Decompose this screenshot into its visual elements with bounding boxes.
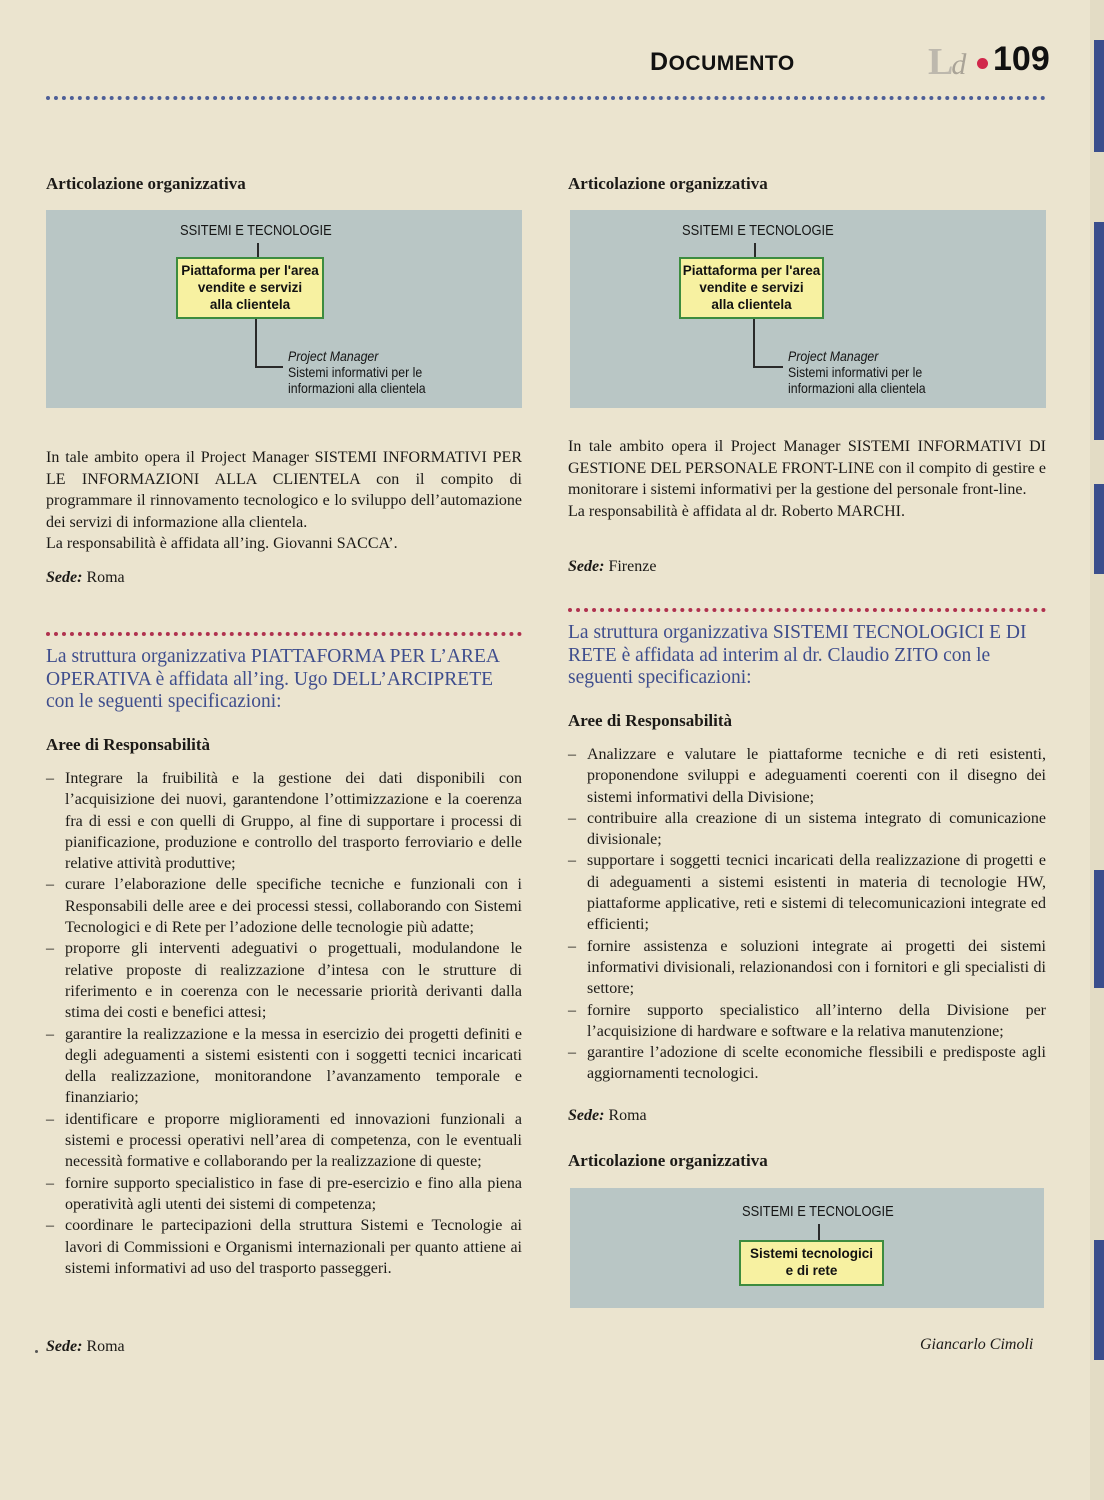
author-signature: Giancarlo Cimoli bbox=[920, 1336, 1034, 1353]
list-item: – supportare i soggetti tecnici incaricati della realizzazione di progetti e di adeguamenti a sistemi esistenti in materia di tecnologie HW, piattaforme applicative, reti e sistemi di telecomunicazioni integrate ed efficienti; bbox=[568, 850, 1046, 935]
org-chart-connector bbox=[754, 243, 756, 257]
responsibility-list bbox=[568, 744, 1046, 1085]
responsibility-list bbox=[46, 768, 522, 1279]
structure-intro: La struttura organizzativa SISTEMI TECNOLOGICI E DI RETE è affidata ad interim al dr. Claudio ZITO con le seguenti specificazioni: bbox=[568, 622, 1027, 688]
section-divider bbox=[568, 608, 1046, 612]
org-chart-root: SSITEMI E TECNOLOGIE bbox=[682, 222, 834, 239]
org-chart-unit-box: Piattaforma per l'area vendite e servizi alla clientela bbox=[679, 257, 824, 319]
areas-heading: Aree di Responsabilità bbox=[46, 735, 211, 754]
org-chart-connector bbox=[818, 1224, 820, 1240]
org-chart-connector bbox=[255, 366, 283, 368]
seat-line: Sede: Roma bbox=[568, 1107, 647, 1124]
org-chart-connector bbox=[753, 366, 783, 368]
org-chart bbox=[570, 1188, 1044, 1308]
list-item: – fornire assistenza e soluzioni integrate ai progetti dei sistemi informativi divisionali, relazionandosi con i fornitori e gli specialisti di settore; bbox=[568, 936, 1046, 1000]
page-header bbox=[0, 40, 1104, 110]
org-heading: Articolazione organizzativa bbox=[568, 174, 768, 193]
list-item: – contribuire alla creazione di un sistema integrato di comunicazione divisionale; bbox=[568, 808, 1046, 851]
areas-heading: Aree di Responsabilità bbox=[568, 711, 733, 730]
list-item: – Analizzare e valutare le piattaforme tecniche e di reti esistenti, proponendone sviluppi e adeguamenti coerenti con il disegno dei sistemi informativi della Divisione; bbox=[568, 744, 1046, 808]
ink-dot bbox=[35, 1350, 38, 1353]
list-item: – proporre gli interventi adeguativi o progettuali, modulandone le relative proposte di realizzazione d’intesa con le strutture di riferimento e in coerenza con le necessarie priorità derivanti dalla stima dei costi e benefici attesi; bbox=[46, 938, 522, 1023]
org-chart-unit-box: Piattaforma per l'area vendite e servizi alla clientela bbox=[176, 257, 324, 319]
list-item: – curare l’elaborazione delle specifiche tecniche e funzionali con i Responsabili delle aree e dei processi stessi, collaborando con Sistemi Tecnologici e di Rete per l’adozione delle tecnologie più adatte; bbox=[46, 874, 522, 938]
section-label: DOCUMENTO bbox=[650, 48, 795, 76]
responsible-line: La responsabilità è affidata al dr. Roberto MARCHI. bbox=[568, 502, 905, 520]
magazine-logo: Ld bbox=[928, 41, 965, 83]
page-number: 109 bbox=[993, 40, 1050, 78]
header-bullet bbox=[977, 58, 988, 69]
org-chart-root: SSITEMI E TECNOLOGIE bbox=[180, 222, 332, 239]
edge-mark bbox=[1094, 870, 1104, 988]
header-rule bbox=[46, 96, 1046, 100]
description-paragraph: In tale ambito opera il Project Manager SISTEMI INFORMATIVI DI GESTIONE DEL PERSONALE FRONT-LINE con il compito di gestire e monitorare i sistemi informativi per la gestione del personale front-line. La responsabilità è affidata al dr. Roberto MARCHI. bbox=[568, 436, 1046, 522]
org-chart-root: SSITEMI E TECNOLOGIE bbox=[742, 1203, 894, 1220]
edge-mark bbox=[1094, 484, 1104, 574]
list-item: – identificare e proporre miglioramenti ed innovazioni funzionali a sistemi e processi operativi nell’area di competenza, con le eventuali necessità formative e collaborando per la realizzazione di queste; bbox=[46, 1109, 522, 1173]
description-paragraph: In tale ambito opera il Project Manager SISTEMI INFORMATIVI PER LE INFORMAZIONI ALLA CLIENTELA con il compito di programmare il rinnovamento tecnologico e lo sviluppo dell’automazione dei servizi di informazione alla clientela. La responsabilità è affidata all’ing. Giovanni SACCA’. bbox=[46, 447, 522, 555]
list-item: – fornire supporto specialistico all’interno della Divisione per l’acquisizione di hardware e software e la relativa manutenzione; bbox=[568, 1000, 1046, 1043]
org-chart-project-manager: Project Manager Sistemi informativi per le informazioni alla clientela bbox=[288, 348, 426, 396]
org-chart-connector bbox=[753, 319, 755, 368]
org-chart-unit-box: Sistemi tecnologici e di rete bbox=[739, 1240, 884, 1286]
edge-mark bbox=[1094, 222, 1104, 440]
org-heading: Articolazione organizzativa bbox=[568, 1151, 768, 1170]
org-chart-project-manager: Project Manager Sistemi informativi per le informazioni alla clientela bbox=[788, 348, 926, 396]
edge-mark bbox=[1094, 1240, 1104, 1360]
org-chart-connector bbox=[255, 319, 257, 368]
seat-line: Sede: Roma bbox=[46, 1338, 125, 1355]
section-divider bbox=[46, 632, 522, 636]
list-item: – fornire supporto specialistico in fase di pre-esercizio e fino alla piena operatività agli utenti dei sistemi di competenza; bbox=[46, 1173, 522, 1216]
org-chart bbox=[46, 210, 522, 408]
seat-line: Sede: Roma bbox=[46, 569, 125, 586]
list-item: – garantire la realizzazione e la messa in esercizio dei progetti definiti e degli adeguamenti a sistemi esistenti con i soggetti tecnici incaricati della realizzazione, monitorandone l’avanzamento temporale e finanziario; bbox=[46, 1024, 522, 1109]
list-item: – garantire l’adozione di scelte economiche flessibili e predisposte agli aggiornamenti tecnologici. bbox=[568, 1042, 1046, 1085]
list-item: – Integrare la fruibilità e la gestione dei dati disponibili con l’acquisizione dei nuovi, garantendone l’ottimizzazione e la coerenza fra di essi e con quelli di Gruppo, al fine di supportare i processi di pianificazione, produzione e controllo del trasporto ferroviario e delle relative attività produttive; bbox=[46, 768, 522, 874]
structure-intro: La struttura organizzativa PIATTAFORMA PER L’AREA OPERATIVA è affidata all’ing. Ugo DELL’ARCIPRETE con le seguenti specificazioni: bbox=[46, 646, 499, 712]
list-item: – coordinare le partecipazioni della struttura Sistemi e Tecnologie ai lavori di Commissioni e Organismi internazionali per quanto attiene ai sistemi informativi ad uso del trasporto passeggeri. bbox=[46, 1215, 522, 1279]
org-chart bbox=[570, 210, 1046, 408]
org-chart-connector bbox=[257, 243, 259, 257]
org-heading: Articolazione organizzativa bbox=[46, 174, 246, 193]
seat-line: Sede: Firenze bbox=[568, 558, 657, 575]
responsible-line: La responsabilità è affidata all’ing. Giovanni SACCA’. bbox=[46, 535, 398, 553]
